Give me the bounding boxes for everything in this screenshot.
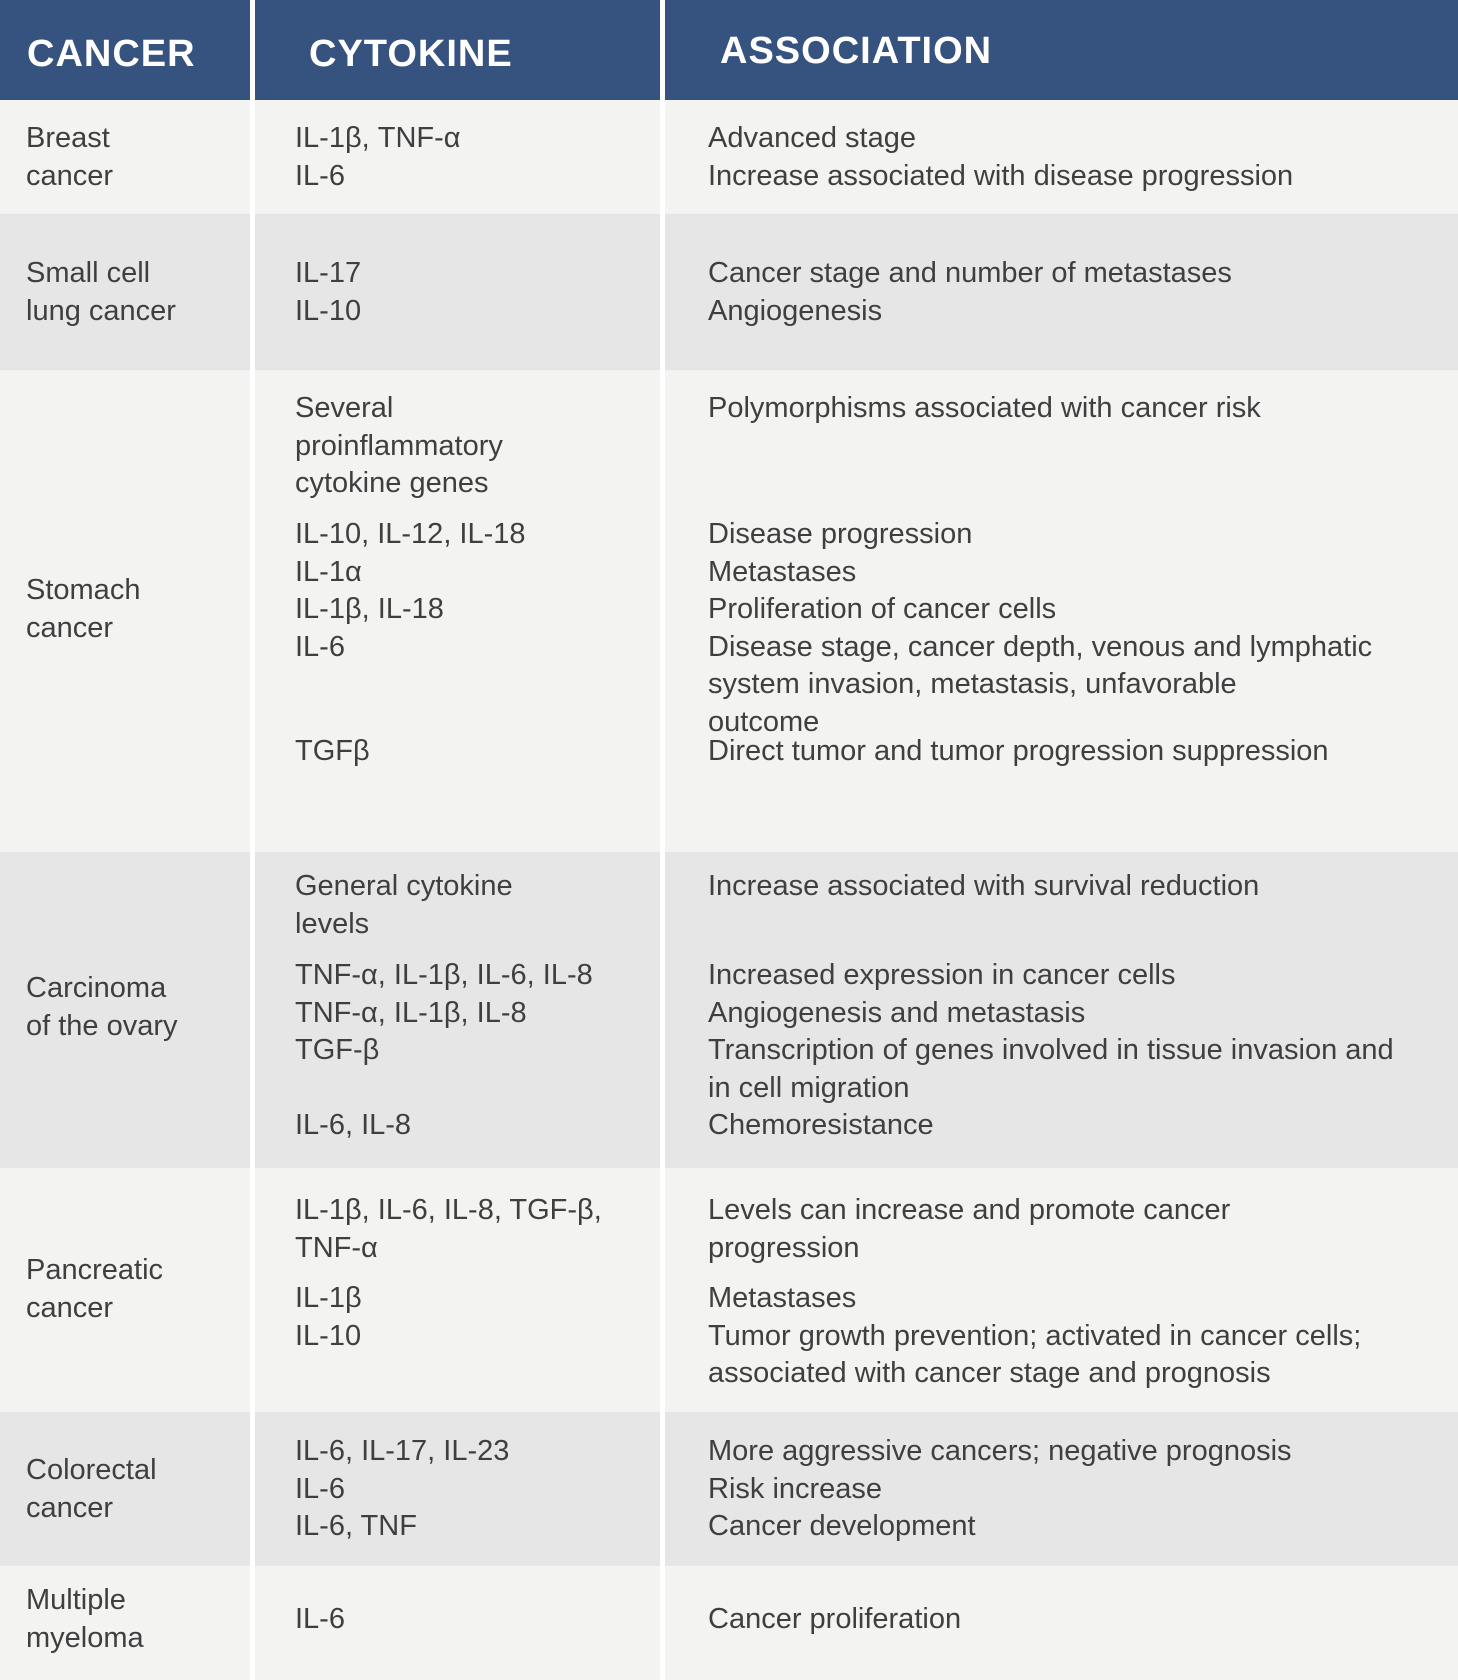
association-cell: Cancer stage and number of metastases Angiogenesis (708, 257, 1232, 327)
table-row (0, 852, 1458, 1168)
header-cancer: CANCER (27, 33, 196, 75)
association-cell: Increase associated with survival reduction Increased expression in cancer cells Angiogenesis and metastasis Transcription of genes involved in tissue invasion and in cell migration Chemoresistance (708, 870, 1394, 1141)
cytokine-cell: IL-17 IL-10 (295, 257, 362, 327)
association-cell: More aggressive cancers; negative prognosis Risk increase Cancer development (708, 1435, 1292, 1542)
association-cell: Advanced stage Increase associated with disease progression (708, 122, 1294, 192)
cytokine-cell: IL-6, IL-17, IL-23 IL-6 IL-6, TNF (295, 1435, 510, 1542)
cytokine-cell: IL-1β, IL-6, IL-8, TGF-β, TNF-α IL-1β IL-10 (295, 1194, 602, 1352)
cytokine-cell: IL-6 (295, 1603, 345, 1635)
header-cytokine: CYTOKINE (309, 33, 513, 75)
cancer-cell: Pancreatic cancer (26, 1254, 164, 1324)
table-row (0, 370, 1458, 852)
cancer-cell: Multiple myeloma (26, 1584, 144, 1654)
cancer-cell: Breast cancer (26, 122, 114, 192)
cancer-cell: Colorectal cancer (26, 1454, 157, 1524)
table-row (0, 1168, 1458, 1412)
association-cell: Polymorphisms associated with cancer risk Disease progression Metastases Proliferation of cancer cells Disease stage, cancer depth, venous and lymphatic system invasion, metastasis, unfavorable outcome Direct tumor and tumor progression suppression (708, 392, 1373, 767)
cytokine-cell: Several proinflammatory cytokine genes IL-10, IL-12, IL-18 IL-1α IL-1β, IL-18 IL-6 TGFβ (295, 392, 526, 767)
table-header (0, 0, 1458, 100)
table-row (0, 1566, 1458, 1680)
table-row (0, 1412, 1458, 1566)
cytokine-cell: General cytokine levels TNF-α, IL-1β, IL-6, IL-8 TNF-α, IL-1β, IL-8 TGF-β IL-6, IL-8 (295, 870, 593, 1141)
association-cell: Levels can increase and promote cancer progression Metastases Tumor growth prevention; activated in cancer cells; associated with cancer stage and prognosis (708, 1194, 1362, 1389)
association-cell: Cancer proliferation (708, 1603, 962, 1635)
cancer-cell: Small cell lung cancer (26, 257, 176, 327)
header-association: ASSOCIATION (720, 30, 993, 72)
cancer-cell: Carcinoma of the ovary (26, 972, 178, 1042)
cancer-cell: Stomach cancer (26, 574, 141, 644)
table-row (0, 100, 1458, 214)
table-row (0, 214, 1458, 370)
cytokine-cell: IL-1β, TNF-α IL-6 (295, 122, 461, 192)
